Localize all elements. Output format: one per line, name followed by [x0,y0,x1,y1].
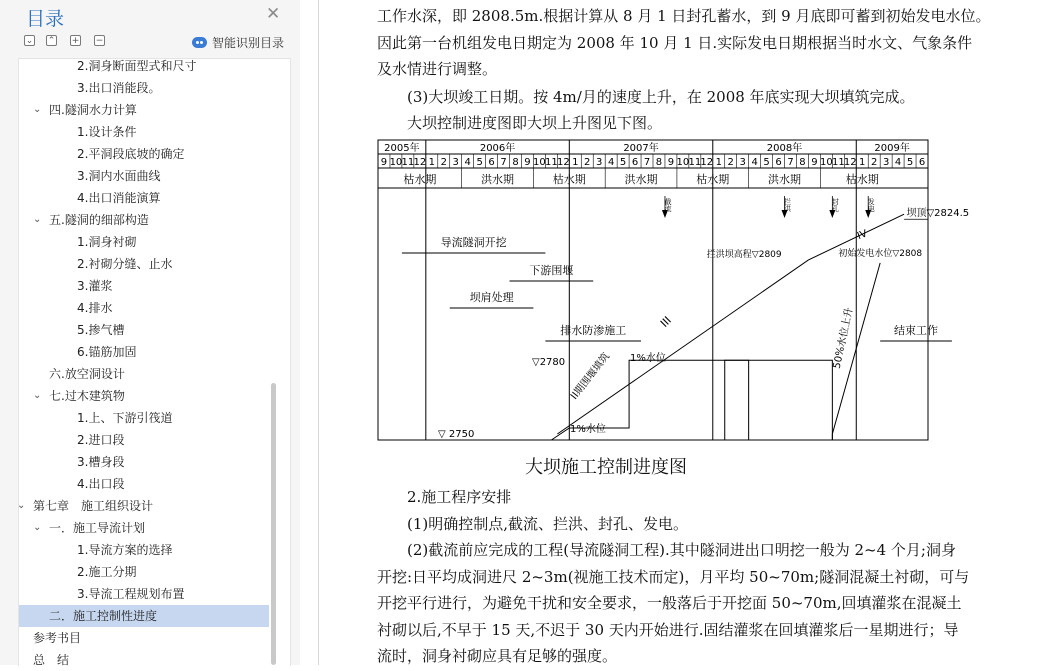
month-label: 11 [831,157,845,168]
toc-item-label: 1.上、下游引筏道 [77,411,173,425]
month-label: 9 [524,157,531,168]
toc-item[interactable] [19,561,269,583]
month-label: 5 [906,157,914,168]
toc-item[interactable] [19,319,269,341]
toc-item[interactable] [19,605,269,627]
stage-label: II期围堰填筑 [568,351,613,402]
task-label: 坝肩处理 [469,291,514,304]
marker-label: 封孔 [831,198,840,212]
stage-label: III [657,313,674,330]
paragraph-line: (1)明确控制点,截流、拦洪、封孔、发电。 [407,515,689,533]
month-label: 9 [380,157,388,168]
month-label: 11 [688,157,702,168]
toc-item-label: 六.放空洞设计 [49,367,125,381]
month-label: 12 [413,157,427,168]
toc-item[interactable] [19,77,269,99]
season-label: 洪水期 [624,173,658,186]
chevron-down-icon[interactable]: ⌄ [33,104,42,115]
season-label: 洪水期 [768,173,802,186]
year-label: 2008年 [766,143,803,154]
month-label: 3 [739,157,746,168]
season-label: 枯水期 [845,173,879,186]
toc-item[interactable] [19,121,269,143]
toc-item[interactable] [19,451,269,473]
month-label: 3 [882,157,890,168]
month-label: 1 [428,157,435,168]
toc-item-label: 3.槽身段 [77,455,125,469]
chevron-down-icon[interactable]: ⌄ [33,522,42,533]
chart-caption: 大坝施工控制进度图 [525,457,687,478]
toc-item[interactable] [19,517,269,539]
month-label: 5 [476,157,483,168]
toc-item[interactable] [19,539,269,561]
toc-item-label: 1.设计条件 [77,125,137,139]
toc-item[interactable] [19,495,269,517]
toc-item-label: 3.出口消能段。 [77,81,161,95]
expand-all-icon[interactable]: ⌃ [47,36,56,46]
paragraph-line: (2)截流前应完成的工程(导流隧洞工程).其中隧洞进出口明挖一般为 2~4 个月;洞身 [407,541,956,559]
toc-item-label: 4.出口段 [77,477,125,491]
month-label: 1 [859,157,866,168]
stage-label: IV [855,228,869,243]
cofferdam-outline [725,360,833,440]
month-label: 5 [763,157,770,168]
marker-label: 拦洪 [783,198,792,212]
chevron-down-icon[interactable]: ⌄ [33,390,42,401]
toc-item-label: 1.导流方案的选择 [77,543,173,557]
toc-item-label: 七.过木建筑物 [49,389,125,403]
toc-item-label: 3.灌浆 [77,279,113,293]
level-label: ▽2780 [532,357,566,368]
initial-power-label: 初始发电水位▽2808 [838,248,923,259]
toc-item-label: 总 结 [33,653,70,667]
flood-crest-label: 拦洪坝高程▽2809 [706,249,782,260]
month-label: 2 [871,157,878,168]
toc-item[interactable] [19,407,269,429]
month-label: 7 [787,157,794,168]
toc-item-label: 3.洞内水面曲线 [77,169,161,183]
month-label: 12 [700,157,714,168]
toc-item[interactable] [19,143,269,165]
month-label: 9 [667,157,675,168]
toc-item[interactable] [19,429,269,451]
smart-toc-button[interactable] [192,34,284,51]
month-label: 7 [500,157,507,168]
chevron-down-icon[interactable]: ⌄ [33,214,42,225]
month-label: 6 [631,157,639,168]
add-heading-icon[interactable]: + [71,36,80,46]
toc-item-label: 2.洞身断面型式和尺寸 [77,59,197,73]
toc-sidebar [0,0,300,665]
year-label: 2005年 [384,143,420,154]
toc-item-label: 5.掺气槽 [77,323,125,337]
progress-chart [372,138,970,443]
month-label: 4 [464,157,471,168]
month-label: 6 [775,157,782,168]
month-label: 8 [512,157,519,168]
toc-item-label: 2.平洞段底坡的确定 [77,147,185,161]
month-label: 10 [820,157,833,168]
toc-item[interactable] [19,583,269,605]
paragraph-line: 及水情进行调整。 [377,60,498,78]
reservoir-label: 50%水位上升 [831,306,856,370]
month-label: 1 [715,157,722,168]
toc-item[interactable] [19,297,269,319]
month-label: 2 [584,157,591,168]
toc-item-label: 参考书目 [33,631,82,645]
paragraph-line: 因此第一台机组发电日期定为 2008 年 10 月 1 日.实际发电日期根据当时水文、气象条件 [377,34,973,52]
toc-item-label: 第七章 施工组织设计 [33,499,154,513]
chevron-down-icon[interactable]: ⌄ [17,500,26,511]
robot-icon [192,37,207,48]
marker-label: 发电 [867,198,876,212]
month-label: 12 [556,157,570,168]
month-label: 4 [607,157,615,168]
dam-crest-label: 坝顶▽2824.5 [906,208,970,220]
month-label: 11 [545,157,558,168]
paragraph-line: (3)大坝竣工日期。按 4m/月的速度上升，在 2008 年底实现大坝填筑完成。 [407,88,915,106]
toc-item[interactable] [19,275,269,297]
level-label: 1%水位 [570,424,606,435]
remove-heading-icon[interactable]: − [95,36,104,46]
toc-item-label: 6.锚筋加固 [77,345,137,359]
section-heading: 2.施工程序安排 [407,488,512,506]
month-label: 9 [811,157,818,168]
scrollbar-thumb[interactable] [271,383,276,665]
toc-item-label: 二．施工控制性进度 [49,609,158,623]
toc-item[interactable] [19,55,269,77]
toc-item[interactable] [19,231,269,253]
season-label: 洪水期 [481,173,515,186]
month-label: 10 [533,157,546,168]
toc-item-label: 四.隧洞水力计算 [49,103,137,117]
month-label: 4 [751,157,758,168]
toc-item-label: 4.排水 [77,301,113,315]
year-label: 2007年 [623,143,659,154]
level-label: 1%水位 [630,353,666,364]
toc-item[interactable] [19,627,269,649]
month-label: 3 [596,157,603,168]
task-label: 导流隧洞开挖 [440,236,507,249]
level-label: ▽ 2750 [438,429,475,440]
toc-item-label: 2.进口段 [77,433,125,447]
toc-title: 目录 [26,8,65,30]
month-label: 11 [401,157,415,168]
season-label: 枯水期 [696,173,730,186]
month-label: 7 [643,157,651,168]
toc-item[interactable] [19,341,269,363]
collapse-all-icon[interactable]: ⌄ [25,36,34,46]
month-label: 6 [488,157,495,168]
toc-item-label: 一．施工导流计划 [49,521,146,535]
toc-item[interactable] [19,649,269,671]
toc-item[interactable] [19,187,269,209]
task-label: 排水防渗施工 [560,324,627,337]
season-label: 枯水期 [403,173,437,186]
toc-item-label: 3.导流工程规划布置 [77,587,185,601]
month-label: 2 [727,157,734,168]
toc-item[interactable] [19,209,269,231]
paragraph-line: 大坝控制进度图即大坝上升图见下图。 [407,114,663,132]
toc-item[interactable] [19,99,269,121]
toc-item[interactable] [19,385,269,407]
month-label: 3 [452,157,459,168]
toc-item-label: 2.衬砌分缝、止水 [77,257,173,271]
year-label: 2006年 [479,143,516,154]
toc-item[interactable] [19,165,269,187]
paragraph-line: 衬砌以后,不早于 15 天,不迟于 30 天内开始进行.固结灌浆在回填灌浆后一星期进行；导 [377,621,959,639]
smart-toc-label: 智能识别目录 [212,36,285,50]
marker-label: 截流 [663,198,672,212]
month-label: 10 [389,157,403,168]
paragraph-line: 开挖:日平均成洞进尺 2~3m(视施工技术而定)，月平均 50~70m;隧洞混凝土衬砌，可与 [377,568,970,586]
month-label: 5 [619,157,627,168]
toc-list [18,58,291,666]
year-label: 2009年 [874,143,910,154]
month-label: 1 [572,157,579,168]
month-label: 10 [676,157,690,168]
paragraph-line: 流时，洞身衬砌应具有足够的强度。 [377,647,618,665]
month-label: 4 [894,157,902,168]
toc-item[interactable] [19,473,269,495]
cofferdam-outline [551,360,748,440]
paragraph-line: 工作水深，即 2808.5m.根据计算从 8 月 1 日封孔蓄水，到 9 月底即可蓄到初始发电水位。 [377,7,991,25]
season-label: 枯水期 [552,173,586,186]
month-label: 8 [655,157,663,168]
task-label: 结束工作 [894,324,939,337]
month-label: 12 [843,157,857,168]
month-label: 2 [440,157,447,168]
pane-divider[interactable] [318,0,319,665]
toc-item[interactable] [19,253,269,275]
paragraph-line: 开挖平行进行，为避免干扰和安全要求，一般落后于开挖面 50~70m,回填灌浆在混凝土 [377,594,962,612]
month-label: 8 [799,157,806,168]
toc-item[interactable] [19,363,269,385]
toc-item-label: 4.出口消能演算 [77,191,161,205]
toc-item-label: 五.隧洞的细部构造 [49,213,149,227]
toc-item-label: 1.洞身衬砌 [77,235,137,249]
task-label: 下游围堰 [529,264,574,277]
month-label: 6 [918,157,926,168]
close-icon[interactable]: ✕ [266,4,281,24]
toc-item-label: 2.施工分期 [77,565,137,579]
